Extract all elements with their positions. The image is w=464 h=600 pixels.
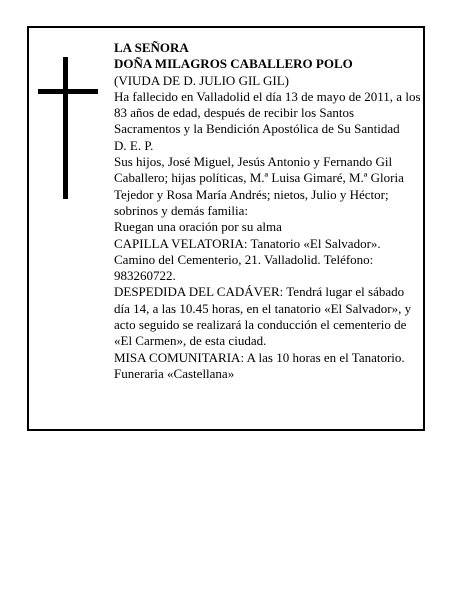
widow-of: (VIUDA DE D. JULIO GIL GIL) bbox=[114, 72, 289, 88]
chapel-text: Tanatorio «El Salvador». Camino del Cementerio, 21. Valladolid. Teléfono: 983260722. bbox=[114, 235, 381, 284]
mass-section bbox=[114, 350, 422, 366]
farewell-label: DESPEDIDA DEL CADÁVER: bbox=[114, 284, 284, 300]
family-list: Sus hijos, José Miguel, Jesús Antonio y Fernando Gil Caballero; hijas políticas, M.ª Luisa Gimaré, M.ª Gloria Tejedor y Rosa María Andrés; nietos, Julio y Héctor; sobrinos y demás familia: bbox=[114, 154, 404, 218]
cross-vertical-bar bbox=[63, 57, 68, 199]
notice-title: LA SEÑORA bbox=[114, 40, 189, 55]
farewell-text: Tendrá lugar el sábado día 14, a las 10.45 horas, en el tanatorio «El Salvador», y acto seguido se realizará la conducción el cementerio de «El Carmen», de esta ciudad. bbox=[114, 284, 412, 349]
deceased-name: DOÑA MILAGROS CABALLERO POLO bbox=[114, 56, 353, 72]
mass-text: A las 10 horas en el Tanatorio. bbox=[246, 349, 405, 365]
prayer-request: Ruegan una oración por su alma bbox=[114, 219, 282, 235]
cross-horizontal-bar bbox=[38, 89, 98, 94]
obituary-notice bbox=[27, 26, 425, 431]
farewell-section bbox=[114, 284, 422, 349]
mass-label: MISA COMUNITARIA: bbox=[114, 349, 245, 365]
chapel-section bbox=[114, 236, 422, 285]
death-announcement: Ha fallecido en Valladolid el día 13 de mayo de 2011, a los 83 años de edad, después de recibir los Santos Sacramentos y la Bendición Apostólica de Su Santidad bbox=[114, 88, 421, 137]
chapel-label: CAPILLA VELATORIA: bbox=[114, 235, 248, 251]
notice-text bbox=[114, 40, 422, 382]
funeral-home: Funeraria «Castellana» bbox=[114, 365, 235, 381]
rip-text: D. E. P. bbox=[114, 137, 154, 153]
cross-icon bbox=[38, 57, 98, 199]
